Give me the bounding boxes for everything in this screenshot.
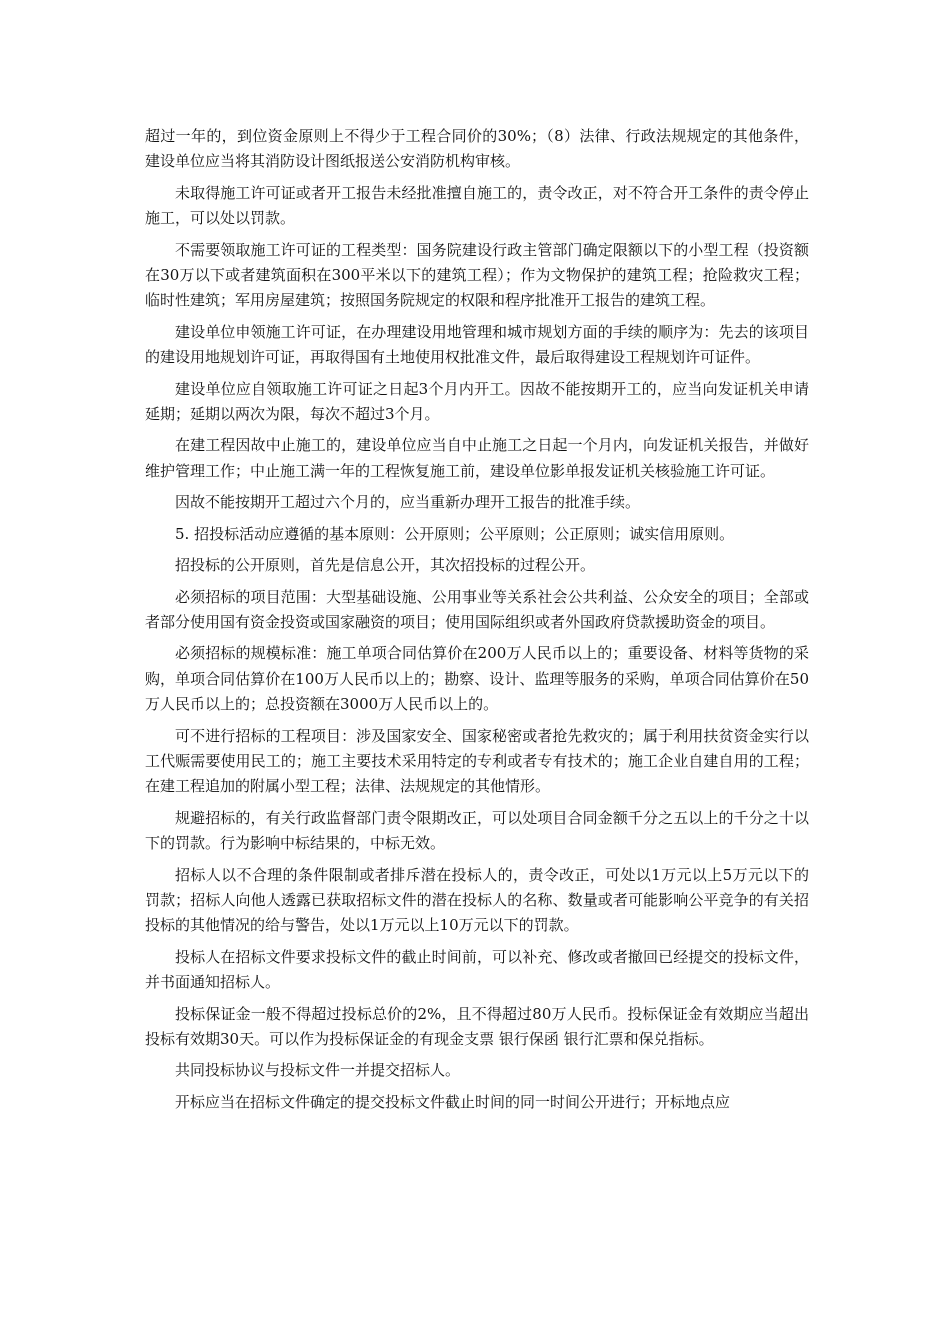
paragraph-2: 未取得施工许可证或者开工报告未经批准擅自施工的，责令改正，对不符合开工条件的责令停止施工，可以处以罚款。 [145, 183, 809, 228]
paragraph-8: 5. 招投标活动应遵循的基本原则：公开原则；公平原则；公正原则；诚实信用原则。 [175, 524, 735, 543]
paragraph-13: 规避招标的，有关行政监督部门责令限期改正，可以处项目合同金额千分之五以上的千分之十以下的罚款。行为影响中标结果的，中标无效。 [145, 808, 809, 853]
paragraph-5: 建设单位应自领取施工许可证之日起3个月内开工。因故不能按期开工的，应当向发证机关申请延期；延期以两次为限，每次不超过3个月。 [145, 379, 809, 424]
paragraph-18: 开标应当在招标文件确定的提交投标文件截止时间的同一时间公开进行；开标地点应 [175, 1092, 731, 1111]
paragraph-4: 建设单位申领施工许可证，在办理建设用地管理和城市规划方面的手续的顺序为：先去的该项目的建设用地规划许可证，再取得国有土地使用权批准文件，最后取得建设工程规划许可证件。 [145, 322, 809, 367]
paragraph-12: 可不进行招标的工程项目：涉及国家安全、国家秘密或者抢先救灾的；属于利用扶贫资金实行以工代赈需要使用民工的；施工主要技术采用特定的专利或者专有技术的；施工企业自建自用的工程；在建工程追加的附属小型工程；法律、法规规定的其他情形。 [145, 726, 809, 796]
paragraph-9: 招投标的公开原则，首先是信息公开，其次招投标的过程公开。 [175, 556, 596, 575]
paragraph-11: 必须招标的规模标准：施工单项合同估算价在200万人民币以上的；重要设备、材料等货物的采购，单项合同估算价在100万人民币以上的；勘察、设计、监理等服务的采购，单项合同估算价在50万人民币以上的；总投资额在3000万人民币以上的。 [145, 644, 809, 714]
paragraph-14: 招标人以不合理的条件限制或者排斥潜在投标人的，责令改正，可处以1万元以上5万元以下的罚款；招标人向他人透露已获取招标文件的潜在投标人的名称、数量或者可能影响公平竞争的有关招投标的其他情况的给与警告，处以1万元以上10万元以下的罚款。 [145, 865, 809, 935]
paragraph-3: 不需要领取施工许可证的工程类型：国务院建设行政主管部门确定限额以下的小型工程（投资额在30万以下或者建筑面积在300平米以下的建筑工程）；作为文物保护的建筑工程；抢险救灾工程；临时性建筑；军用房屋建筑；按照国务院规定的权限和程序批准开工报告的建筑工程。 [145, 240, 809, 310]
paragraph-15: 投标人在招标文件要求投标文件的截止时间前，可以补充、修改或者撤回已经提交的投标文件，并书面通知招标人。 [145, 947, 809, 992]
paragraph-1: 超过一年的，到位资金原则上不得少于工程合同价的30%；（8）法律、行政法规规定的其他条件，建设单位应当将其消防设计图纸报送公安消防机构审核。 [145, 127, 809, 171]
paragraph-16: 投标保证金一般不得超过投标总价的2%，且不得超过80万人民币。投标保证金有效期应当超出投标有效期30天。可以作为投标保证金的有现金支票 银行保函 银行汇票和保兑指标。 [145, 1004, 809, 1048]
document-body [145, 124, 809, 1121]
paragraph-7: 因故不能按期开工超过六个月的，应当重新办理开工报告的批准手续。 [175, 493, 641, 512]
paragraph-17: 共同投标协议与投标文件一并提交招标人。 [175, 1061, 461, 1080]
paragraph-10: 必须招标的项目范围：大型基础设施、公用事业等关系社会公共利益、公众安全的项目；全部或者部分使用国有资金投资或国家融资的项目；使用国际组织或者外国政府贷款援助资金的项目。 [145, 587, 809, 631]
paragraph-6: 在建工程因故中止施工的，建设单位应当自中止施工之日起一个月内，向发证机关报告，并做好维护管理工作；中止施工满一年的工程恢复施工前，建设单位影单报发证机关核验施工许可证。 [145, 436, 809, 480]
